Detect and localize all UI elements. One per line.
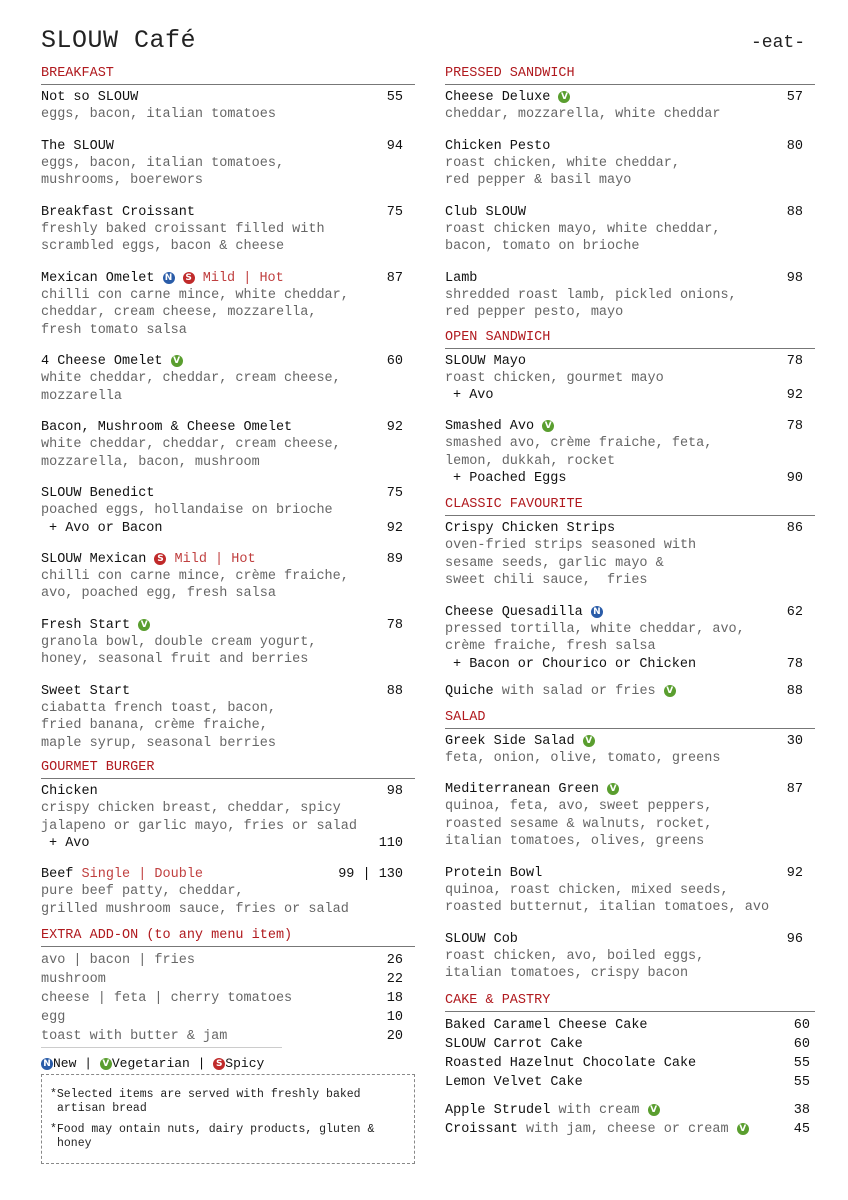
option-price: 110 [378, 836, 403, 851]
item-price: 30 [786, 733, 803, 749]
menu-item [445, 520, 815, 590]
item-desc: sweet chili sauce, fries [445, 573, 648, 588]
legend-sep: | [84, 1056, 93, 1071]
section-heading: GOURMET BURGER [41, 758, 415, 779]
cake-row [445, 1016, 815, 1035]
item-desc: roast chicken, avo, boiled eggs, [445, 948, 705, 964]
addon-name: toast with butter & jam [41, 1029, 228, 1044]
addon-name: cheese | feta | cherry tomatoes [41, 991, 293, 1006]
cake-section [445, 991, 815, 1139]
menu-item [445, 604, 815, 673]
item-name: Roasted Hazelnut Chocolate Cake [445, 1055, 697, 1071]
vegetarian-icon: V [583, 735, 595, 747]
item-price: 55 [386, 90, 403, 105]
item-option: + Avo [453, 388, 494, 403]
menu-item [445, 353, 815, 405]
item-option: + Bacon or Chourico or Chicken [453, 656, 697, 672]
section-heading: OPEN SANDWICH [445, 328, 815, 349]
item-name: Breakfast Croissant [41, 204, 195, 220]
cake-row [445, 1035, 815, 1054]
cake-row [445, 1054, 815, 1073]
menu-item [445, 138, 815, 190]
item-desc: roasted butternut, italian tomatoes, avo [445, 900, 770, 915]
item-desc: avo, poached egg, fresh salsa [41, 586, 276, 601]
item-desc: lemon, dukkah, rocket [445, 453, 616, 469]
breakfast-section [41, 64, 415, 752]
option-price: 92 [386, 520, 403, 536]
item-desc: mozzarella [41, 388, 123, 404]
item-price: 55 [793, 1074, 810, 1090]
item-desc: italian tomatoes, olives, greens [445, 834, 705, 849]
item-desc: crème fraiche, fresh salsa [445, 639, 656, 654]
item-price: 80 [786, 138, 803, 154]
item-desc: fresh tomato salsa [41, 322, 187, 338]
item-price: 55 [793, 1055, 810, 1071]
section-heading: EXTRA ADD-ON (to any menu item) [41, 926, 415, 947]
item-price: 78 [386, 617, 403, 633]
pressed-section [445, 64, 815, 322]
item-name: Not so SLOUW [41, 90, 139, 105]
item-name: Cheese Quesadilla [445, 604, 583, 620]
item-price: 87 [786, 782, 803, 797]
item-desc: freshly baked croissant filled with [41, 221, 325, 237]
item-desc: oven-fried strips seasoned with [445, 538, 697, 553]
classic-section [445, 495, 815, 700]
section-heading: PRESSED SANDWICH [445, 64, 815, 85]
item-price: 88 [386, 683, 403, 699]
item-price: 98 [386, 784, 403, 799]
item-desc: white cheddar, cheddar, cream cheese, [41, 371, 341, 386]
option-price: 90 [786, 471, 803, 486]
note: *Food may ontain nuts, dairy products, gluten & honey [50, 1123, 375, 1150]
item-price: 38 [793, 1102, 810, 1118]
item-extra: Mild | Hot [174, 551, 256, 567]
item-name: Bacon, Mushroom & Cheese Omelet [41, 420, 293, 435]
item-name: Chicken [41, 784, 98, 799]
legend-vegetarian: Vegetarian [111, 1056, 190, 1071]
item-price: 87 [386, 270, 403, 286]
vegetarian-icon: V [558, 91, 570, 103]
item-desc: chilli con carne mince, crème fraiche, [41, 568, 349, 584]
legend [41, 1056, 264, 1072]
item-price: 78 [786, 353, 803, 369]
item-desc: sesame seeds, garlic mayo & [445, 555, 664, 571]
item-name: The SLOUW [41, 138, 114, 154]
menu-item [41, 138, 415, 190]
item-name: Crispy Chicken Strips [445, 521, 616, 536]
item-price: 60 [793, 1017, 810, 1033]
addon-price: 10 [386, 1010, 403, 1025]
menu-item [445, 865, 815, 917]
left-column [41, 64, 415, 1046]
item-desc: granola bowl, double cream yogurt, [41, 634, 317, 650]
burger-section [41, 758, 415, 918]
item-name: Protein Bowl [445, 865, 543, 881]
legend-sep: | [197, 1056, 206, 1071]
item-extra: with cream [558, 1102, 640, 1118]
addon-row [41, 951, 415, 970]
item-price: 62 [786, 604, 803, 620]
item-price: 78 [786, 419, 803, 434]
item-price: 86 [786, 521, 803, 536]
item-desc: jalapeno or garlic mayo, fries or salad [41, 818, 357, 834]
item-price: 88 [786, 204, 803, 220]
section-heading: CAKE & PASTRY [445, 991, 815, 1012]
menu-item [445, 89, 815, 124]
item-desc: pure beef patty, cheddar, [41, 884, 244, 899]
menu-item [41, 353, 415, 405]
note: *Selected items are served with freshly baked artisan bread [50, 1088, 361, 1115]
open-section [445, 328, 815, 488]
item-desc: bacon, tomato on brioche [445, 239, 640, 254]
menu-item [445, 733, 815, 768]
option-price: 78 [786, 656, 803, 672]
addon-row [41, 1027, 415, 1046]
vegetarian-icon: V [737, 1123, 749, 1135]
item-name: Lamb [445, 270, 478, 286]
vegetarian-icon: V [542, 420, 554, 432]
vegetarian-icon: V [607, 783, 619, 795]
item-desc: eggs, bacon, italian tomatoes, [41, 155, 285, 171]
new-icon: N [591, 606, 603, 618]
item-price: 99 | 130 [338, 867, 403, 882]
menu-item [41, 866, 415, 918]
item-name: Club SLOUW [445, 204, 527, 220]
item-desc: red pepper & basil mayo [445, 173, 632, 188]
item-name: Mexican Omelet [41, 270, 155, 286]
vegetarian-icon: V [138, 619, 150, 631]
vegetarian-icon: V [171, 355, 183, 367]
menu-item [41, 419, 415, 471]
vegetarian-icon: V [100, 1058, 112, 1070]
menu-item [445, 270, 815, 322]
item-desc: ciabatta french toast, bacon, [41, 700, 276, 716]
item-name: Fresh Start [41, 617, 131, 633]
item-name: 4 Cheese Omelet [41, 354, 163, 369]
legend-spicy: Spicy [225, 1056, 265, 1071]
addon-row [41, 989, 415, 1008]
item-price: 60 [386, 354, 403, 369]
menu-item [41, 683, 415, 753]
item-desc: quinoa, feta, avo, sweet peppers, [445, 799, 713, 814]
item-name: Greek Side Salad [445, 733, 575, 749]
option-price: 92 [786, 388, 803, 403]
item-desc: pressed tortilla, white cheddar, avo, [445, 621, 745, 637]
item-desc: mozzarella, bacon, mushroom [41, 454, 260, 470]
menu-item [41, 617, 415, 669]
item-name: Lemon Velvet Cake [445, 1074, 583, 1090]
spicy-icon: S [213, 1058, 225, 1070]
addon-name: avo | bacon | fries [41, 953, 195, 968]
addon-price: 22 [386, 972, 403, 987]
item-price: 96 [786, 931, 803, 947]
menu-item [41, 204, 415, 256]
addon-section [41, 926, 415, 1046]
item-desc: red pepper pesto, mayo [445, 305, 624, 320]
notes-box [41, 1074, 415, 1164]
item-desc: chilli con carne mince, white cheddar, [41, 287, 349, 303]
cake-row [445, 1073, 815, 1092]
item-desc: roast chicken, white cheddar, [445, 155, 680, 171]
item-desc: roasted sesame & walnuts, rocket, [445, 816, 713, 832]
item-name: Croissant [445, 1121, 518, 1137]
menu-item [445, 683, 815, 700]
item-name: Smashed Avo [445, 419, 535, 434]
section-heading: SALAD [445, 708, 815, 729]
item-price: 92 [386, 420, 403, 435]
item-desc: scrambled eggs, bacon & cheese [41, 239, 285, 254]
item-desc: mushrooms, boerewors [41, 173, 204, 188]
item-desc: grilled mushroom sauce, fries or salad [41, 901, 349, 917]
item-name: Sweet Start [41, 683, 131, 699]
item-name: SLOUW Benedict [41, 486, 155, 501]
item-desc: poached eggs, hollandaise on brioche [41, 503, 333, 518]
item-desc: honey, seasonal fruit and berries [41, 652, 309, 667]
item-name: SLOUW Mayo [445, 353, 527, 369]
addon-name: egg [41, 1010, 66, 1025]
menu-item [445, 418, 815, 487]
salad-section [445, 708, 815, 983]
item-desc: italian tomatoes, crispy bacon [445, 966, 689, 981]
item-desc: fried banana, crème fraiche, [41, 718, 268, 733]
item-extra: with jam, cheese or cream [526, 1121, 729, 1137]
vegetarian-icon: V [648, 1104, 660, 1116]
item-price: 98 [786, 270, 803, 286]
vegetarian-icon: V [664, 685, 676, 697]
cafe-title: SLOUW Café [41, 26, 197, 55]
menu-item [445, 931, 815, 983]
menu-item [445, 204, 815, 256]
addon-row [41, 1008, 415, 1027]
legend-divider [41, 1047, 282, 1048]
menu-item [445, 781, 815, 851]
section-heading: CLASSIC FAVOURITE [445, 495, 815, 516]
item-desc: shredded roast lamb, pickled onions, [445, 287, 737, 303]
item-name: SLOUW Carrot Cake [445, 1036, 583, 1052]
item-option: + Avo or Bacon [49, 520, 163, 536]
spicy-icon: S [183, 272, 195, 284]
item-name: Mediterranean Green [445, 782, 599, 797]
item-desc: crispy chicken breast, cheddar, spicy [41, 801, 341, 816]
item-name: Beef [41, 867, 74, 882]
section-heading: BREAKFAST [41, 64, 415, 85]
item-price: 88 [786, 683, 803, 699]
item-desc: roast chicken, gourmet mayo [445, 370, 664, 386]
spicy-icon: S [154, 553, 166, 565]
new-icon: N [163, 272, 175, 284]
item-price: 57 [786, 90, 803, 105]
item-desc: white cheddar, cheddar, cream cheese, [41, 437, 341, 452]
menu-tag: -eat- [751, 33, 806, 53]
item-option: + Avo [49, 836, 90, 851]
item-extra: Mild | Hot [202, 270, 284, 286]
legend-new: New [53, 1056, 77, 1071]
item-name: SLOUW Cob [445, 931, 518, 947]
item-extra: Single | Double [81, 867, 204, 882]
addon-price: 18 [386, 991, 403, 1006]
addon-price: 20 [386, 1029, 403, 1044]
addon-name: mushroom [41, 972, 106, 987]
item-name: SLOUW Mexican [41, 551, 147, 567]
item-desc: feta, onion, olive, tomato, greens [445, 750, 721, 766]
menu-item [41, 485, 415, 537]
item-extra: with salad or fries [501, 683, 656, 699]
item-price: 89 [386, 551, 403, 567]
new-icon: N [41, 1058, 53, 1070]
item-desc: smashed avo, crème fraiche, feta, [445, 436, 713, 451]
menu-item [41, 89, 415, 124]
item-price: 60 [793, 1036, 810, 1052]
item-desc: cheddar, cream cheese, mozzarella, [41, 305, 317, 320]
item-desc: eggs, bacon, italian tomatoes [41, 107, 276, 122]
item-desc: roast chicken mayo, white cheddar, [445, 221, 721, 237]
item-desc: cheddar, mozzarella, white cheddar [445, 107, 721, 122]
item-name: Quiche [445, 683, 494, 699]
right-column [445, 64, 815, 1139]
item-price: 92 [786, 865, 803, 881]
item-price: 75 [386, 486, 403, 501]
item-name: Chicken Pesto [445, 138, 551, 154]
item-desc: maple syrup, seasonal berries [41, 735, 276, 751]
item-name: Apple Strudel [445, 1102, 551, 1118]
menu-item [41, 783, 415, 852]
item-desc: quinoa, roast chicken, mixed seeds, [445, 882, 729, 898]
item-name: Baked Caramel Cheese Cake [445, 1017, 648, 1033]
addon-row [41, 970, 415, 989]
menu-item [41, 270, 415, 340]
item-name: Cheese Deluxe [445, 90, 551, 105]
cake-row [445, 1101, 815, 1120]
item-price: 94 [386, 138, 403, 154]
cake-row [445, 1120, 815, 1139]
item-price: 45 [793, 1121, 810, 1137]
item-option: + Poached Eggs [453, 471, 567, 486]
item-price: 75 [386, 204, 403, 220]
menu-item [41, 551, 415, 603]
addon-price: 26 [386, 953, 403, 968]
